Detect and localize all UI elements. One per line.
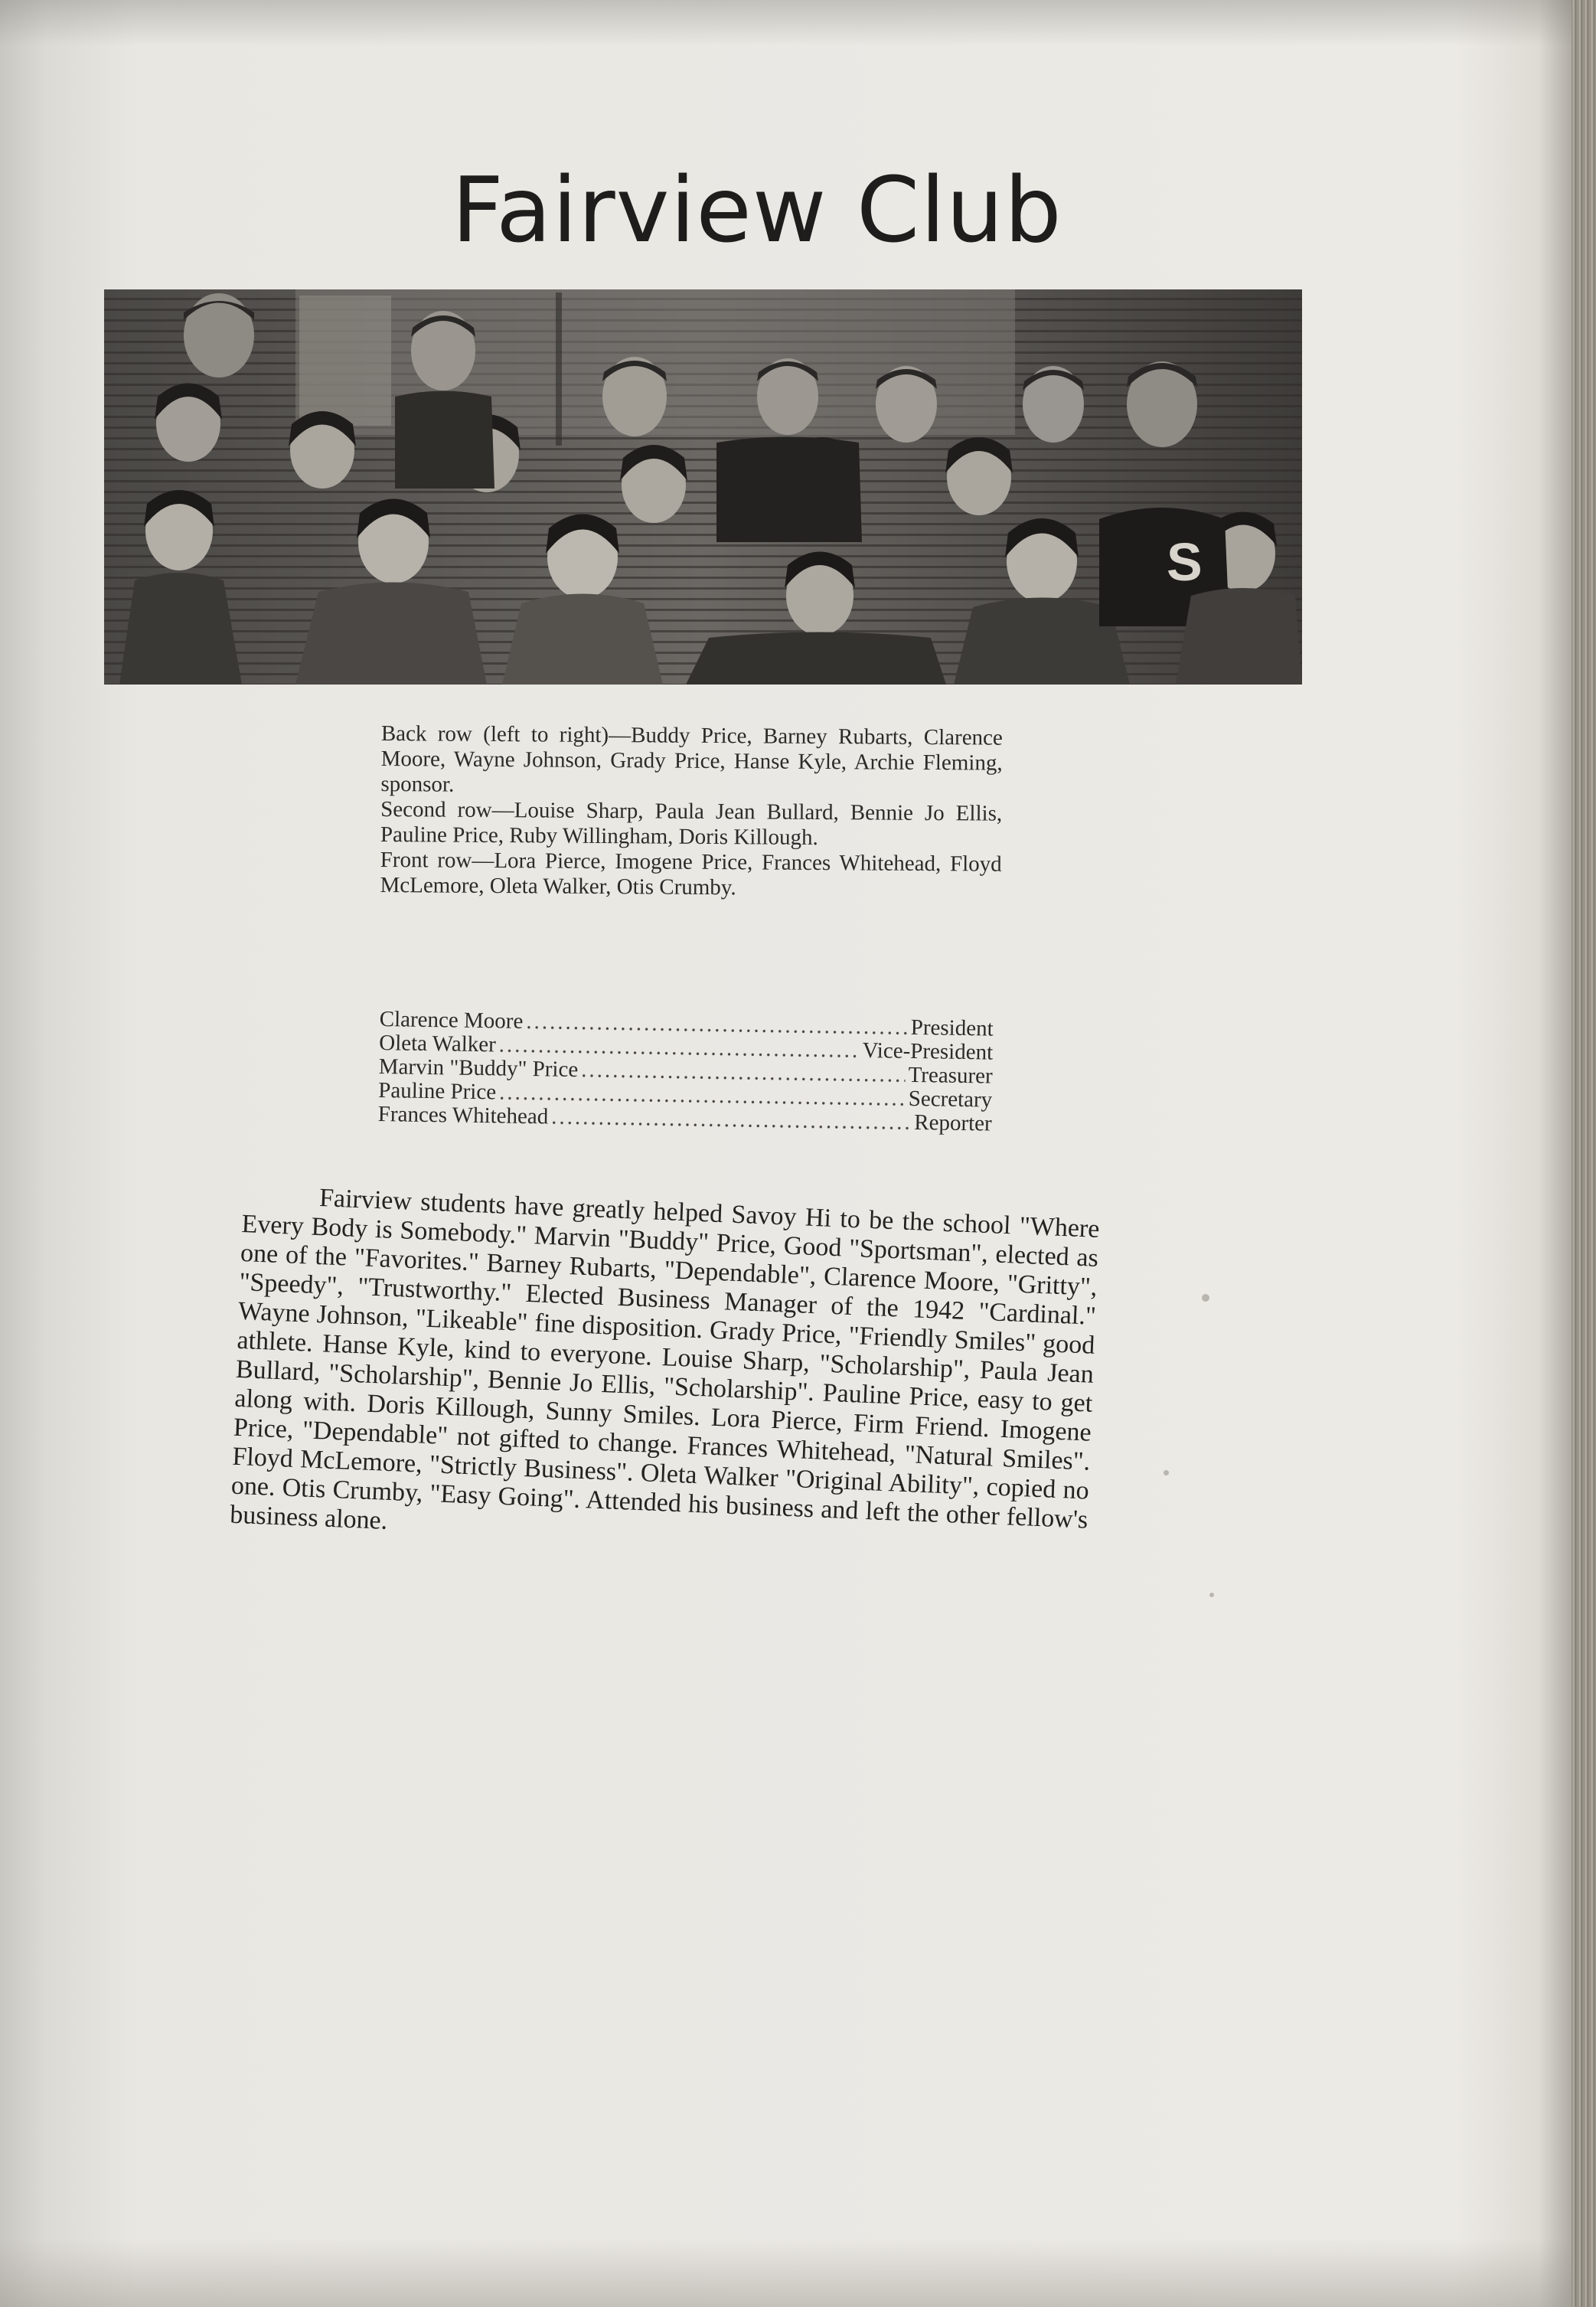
officer-name: Pauline Price	[378, 1077, 497, 1105]
group-photo	[104, 289, 1302, 685]
officer-title: President	[910, 1015, 994, 1041]
page-shadow-bottom	[0, 2238, 1596, 2307]
officer-title: Secretary	[908, 1086, 993, 1113]
page-edge	[1572, 0, 1596, 2307]
group-photo-image	[104, 289, 1302, 685]
paper-speck	[1164, 1470, 1169, 1475]
officers-list	[378, 1008, 994, 1136]
caption-front-row: Front row—Lora Pierce, Imogene Price, Frances Whitehead, Floyd McLemore, Oleta Walker, Otis Crumby.	[380, 847, 1002, 900]
svg-text:S: S	[1167, 532, 1203, 592]
page-title: Fairview Club	[452, 157, 1062, 263]
officer-name: Frances Whitehead	[377, 1101, 549, 1129]
officer-name: Clarence Moore	[379, 1007, 524, 1034]
caption-second-row: Second row—Louise Sharp, Paula Jean Bullard, Bennie Jo Ellis, Pauline Price, Ruby Willingham, Doris Killough.	[380, 796, 1003, 850]
officer-title: Treasurer	[908, 1062, 993, 1089]
leader-dots	[551, 1106, 911, 1135]
photo-caption	[380, 721, 1003, 903]
club-description: Fairview students have greatly helped Savoy Hi to be the school "Where Every Body is Somebody." Marvin "Buddy" Price, Good "Sportsman", elected as one of the "Favorites." Barney Rubarts, "Dependable", Clarence Moore, "Gritty", "Speedy", "Trustworthy." Elected Business Manager of the 1942 "Cardinal." Wayne Johnson, "Likeable" fine disposition. Grady Price, "Friendly Smiles" good athlete. Hanse Kyle, kind to everyone. Louise Sharp, "Scholarship", Paula Jean Bullard, "Scholarship", Bennie Jo Ellis, "Scholarship". Pauline Price, easy to get along with. Doris Killough, Sunny Smiles. Lora Pierce, Firm Friend. Imogene Price, "Dependable" not gifted to change. Frances Whitehead, "Natural Smiles". Floyd McLemore, "Strictly Business". Oleta Walker "Original Ability", copied no one. Otis Crumby, "Easy Going". Attended his business and left the other fellow's business alone.	[229, 1184, 1101, 1535]
paper-speck	[1202, 1294, 1209, 1302]
officer-name: Oleta Walker	[379, 1030, 497, 1057]
page-shadow-top	[0, 0, 1596, 46]
officer-title: Reporter	[914, 1109, 992, 1136]
officer-name: Marvin "Buddy" Price	[378, 1054, 579, 1083]
paper-speck	[1209, 1593, 1214, 1597]
caption-back-row: Back row (left to right)—Buddy Price, Barney Rubarts, Clarence Moore, Wayne Johnson, Grady Price, Hanse Kyle, Archie Fleming, sponsor.	[380, 721, 1003, 797]
officer-title: Vice-President	[862, 1037, 994, 1065]
